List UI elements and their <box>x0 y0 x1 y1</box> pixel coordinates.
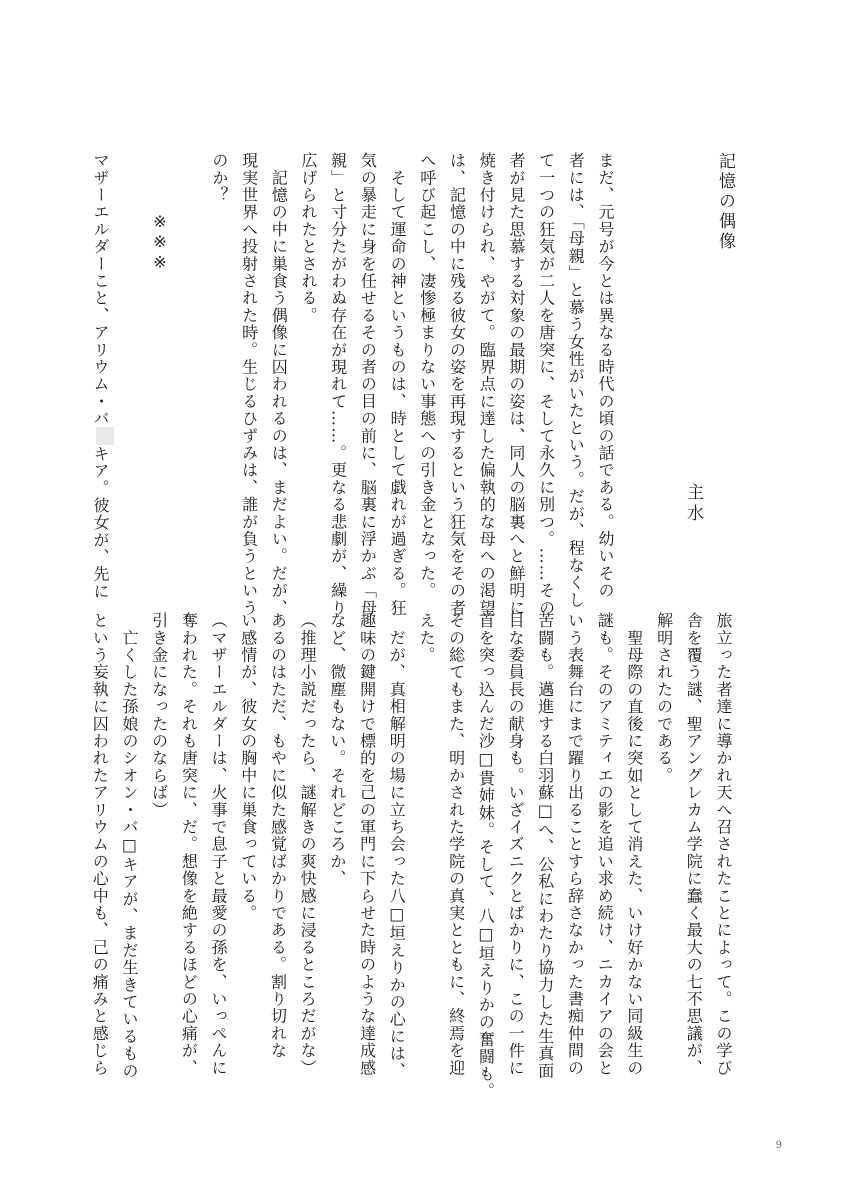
text-line: 亡くした孫娘のシオン・バ□キアが、まだ生きているもの <box>119 612 139 1080</box>
text-line <box>174 152 204 572</box>
lower-text-block <box>85 612 738 1100</box>
text-line: 目な委員長の献身も。いざイズニクとばかりに、この一件に <box>506 612 526 1077</box>
text-line <box>85 152 115 601</box>
text-line: 焼き付けられ、やがて。臨界点に達した偏執的な母への渇望 <box>477 152 497 617</box>
text-line: 親」と寸分たがわぬ存在が現れて……。更なる悲劇が、繰り <box>328 152 348 617</box>
text-line: 気の暴走に身を任せるその者の目の前に、脳裏に浮かぶ「母 <box>358 152 378 617</box>
text-line: は、記憶の中に残る彼女の姿を再現するという狂気をその者 <box>447 152 467 617</box>
text-line: そして運命の神というものは、時として戯れが過ぎる。狂 <box>388 152 408 617</box>
text-fragment: マザーエルダーこと、アリウム・バ <box>91 152 111 428</box>
text-line: 現実世界へ投射された時。生じるひずみは、誰が負うという <box>239 152 259 617</box>
text-line: あるのはただ、もやに似た感覚ばかりである。割り切れな <box>268 612 288 1060</box>
upper-text-block <box>85 152 620 617</box>
text-line: など、微塵もない。それどころか、 <box>327 612 347 888</box>
text-line: という妄執に囚われたアリウムの心中も、己の痛みと感じら <box>90 612 110 1077</box>
text-line: 聖母際の直後に突如として消えた、いけ好かない同級生の <box>624 612 644 1077</box>
text-line: だが、真相解明の場に立ち会った八□垣えりかの心には、 <box>387 612 407 1080</box>
story-title: 記憶の偶像 <box>715 152 735 252</box>
text-line: 者が見た思慕する対象の最期の姿は、同人の脳裏へと鮮明に <box>506 152 526 617</box>
text-line: 奪われた。それも唐突に、だ。想像を絶するほどの心痛が、 <box>179 612 199 1077</box>
text-line: のか？ <box>209 152 229 204</box>
text-line: 舎を覆う謎、聖アングレカム学院に蠢く最大の七不思議が、 <box>684 612 704 1077</box>
text-line: 旅立った者達に導かれ天へ召されたことによって。この学び <box>714 612 733 1077</box>
text-line: （推理小説だったら、謎解きの爽快感に浸るところだがな） <box>298 612 318 1077</box>
text-line: 謎も。そのアミティエの影を追い求め続け、ニカイアの会と <box>595 612 615 1077</box>
text-line: 首を突っ込んだ沙□貴姉妹。そして、八□垣えりかの奮闘も。 <box>476 612 496 1100</box>
text-line: て一つの狂気が二人を唐突に、そして永久に別つ。……その <box>536 152 556 617</box>
redaction-mark <box>96 427 114 445</box>
text-line: 解明されたのである。 <box>654 612 674 784</box>
text-line: 記憶の中に巣食う偶像に囚われるのは、まだよい。だが、 <box>269 152 289 617</box>
author-name: 主水 <box>683 483 703 525</box>
section-separator: ※※※ <box>150 212 170 273</box>
text-line: （マザーエルダーは、火事で息子と最愛の孫を、いっぺんに <box>209 612 229 1077</box>
text-line: 趣味の鍵開けで標的を己の軍門に下らせた時のような達成感 <box>357 612 377 1077</box>
text-line: その総てもまた、明かされた学院の真実とともに、終焉を迎 <box>446 612 466 1077</box>
page-number: 9 <box>775 1140 782 1151</box>
text-line: 者には、「母親」と慕う女性がいたという。だが、程なくし <box>566 152 586 609</box>
text-line: へ呼び起こし、凄惨極まりない事態への引き金となった。 <box>417 152 437 600</box>
text-line: い感情が、彼女の胸中に巣食っている。 <box>238 612 258 922</box>
text-line: えた。 <box>416 612 436 664</box>
text-line: いう表舞台にまで躍り出ることすら辞さなかった書痴仲間の <box>565 612 585 1077</box>
text-line: 広げられたとされる。 <box>298 152 318 324</box>
text-line: 苦闘も。邁進する白羽蘇□へ、公私にわたり協力した生真面 <box>535 612 555 1080</box>
text-line: 引き金になったのならば） <box>149 612 169 819</box>
text-line <box>115 152 145 572</box>
text-fragment: キア。彼女が、先に <box>91 445 111 601</box>
text-line: まだ、元号が今とは異なる時代の頃の話である。幼いその <box>596 152 615 600</box>
